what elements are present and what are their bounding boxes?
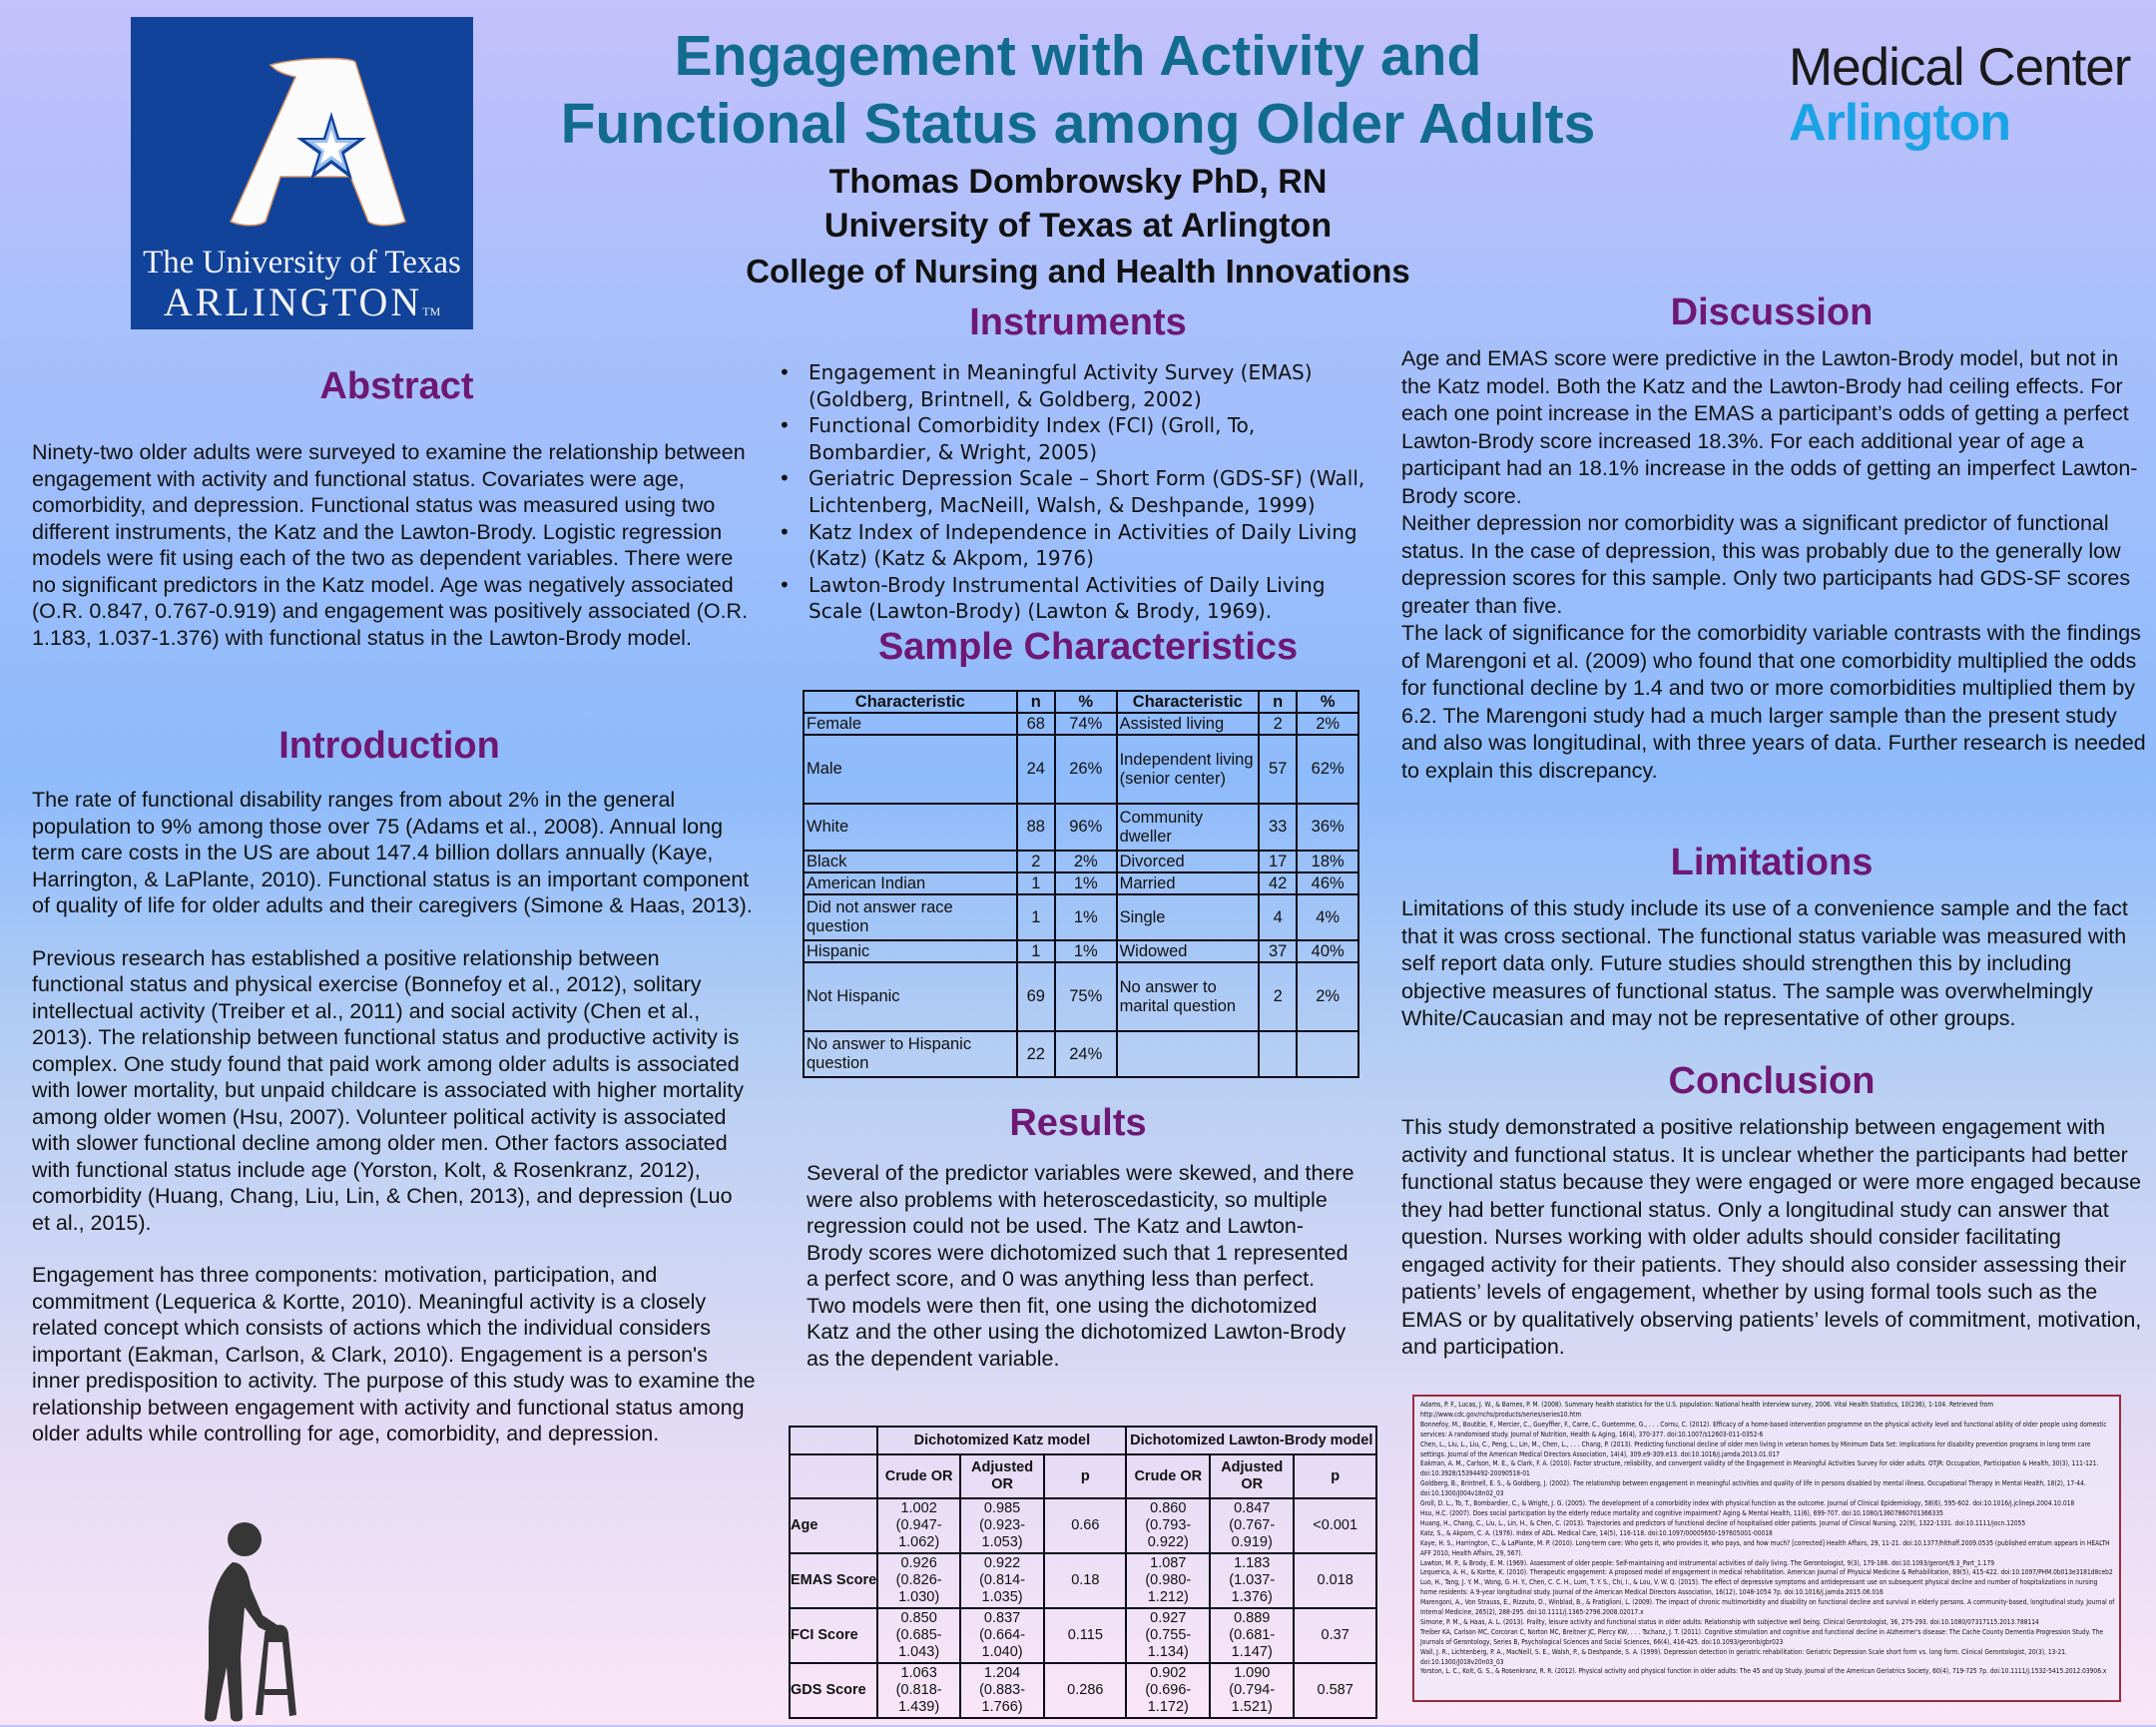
cell bbox=[1117, 1031, 1259, 1077]
row-label: Age bbox=[790, 1498, 877, 1553]
cell: Hispanic bbox=[804, 940, 1017, 962]
cell: 4 bbox=[1259, 894, 1297, 940]
cell: Not Hispanic bbox=[804, 962, 1017, 1031]
cell: 1% bbox=[1055, 894, 1117, 940]
table-group-header-row bbox=[790, 1427, 1376, 1454]
cell: 1.063 (0.818-1.439) bbox=[877, 1663, 960, 1718]
column-header: p bbox=[1044, 1454, 1126, 1498]
column-header: n bbox=[1017, 691, 1055, 713]
group-header: Dichotomized Lawton-Brody model bbox=[1126, 1427, 1376, 1454]
cell: 1.090 (0.794-1.521) bbox=[1210, 1663, 1294, 1718]
cell: 42 bbox=[1259, 872, 1297, 894]
reference-item: Marengoni, A., Von Strauss, E., Rizzuto, D., Winblad, B., & Fratiglioni, L. (2009). The impact of chronic multimorbidity and disability on functional decline and survival in elderly persons. A community-based, longitudinal study. Journal of Internal Medicine, 265(2), 288-295. doi:10.1111/j.1365-2796.2008.02017.x bbox=[1420, 1598, 2115, 1617]
cell: 0.587 bbox=[1294, 1663, 1376, 1718]
limitations-heading: Limitations bbox=[1670, 842, 1874, 883]
intro-paragraph: The rate of functional disability ranges from about 2% in the general population to 9% among those over 75 (Adams et al., 2008). Annual long term care costs in the US are about 147.4 billion dollars annually (Kaye, Harrington, & LaPlante, 2010). Functional status is an important component of quality of life for older adults and their caregivers (Simone & Haas, 2013). bbox=[32, 788, 753, 917]
cell: 1.002 (0.947-1.062) bbox=[877, 1498, 960, 1553]
table-row bbox=[804, 962, 1358, 1031]
poster-title bbox=[469, 22, 1687, 158]
cell: 1.183 (1.037-1.376) bbox=[1210, 1553, 1294, 1608]
cell: 4% bbox=[1297, 894, 1358, 940]
uta-logo bbox=[131, 17, 473, 329]
cell: No answer to Hispanic question bbox=[804, 1031, 1017, 1077]
instruments-list bbox=[775, 359, 1373, 625]
reference-item: Treiber KA, Carlson MC, Corcoran C, Norton MC, Breitner JC, Piercy KW, . . . Tschanz, J. T. (2011). Cognitive stimulation and cognitive and functional decline in Alzheimer's disease: The Cache County Dementia Progression Study. The Journals of Gerontology, Series B, Psychological Sciences and Social Sciences, 66(4), 416-425. doi:10.1093/geronb/gbr023 bbox=[1420, 1627, 2104, 1646]
table-header-row bbox=[804, 691, 1358, 713]
cell: 0.889 (0.681-1.147) bbox=[1210, 1608, 1294, 1663]
discussion-paragraph: Neither depression nor comorbidity was a significant predictor of functional status. In the case of depression, this was probably due to the generally low depression scores for this sample. Only two participants had GDS-SF scores greater than five. bbox=[1401, 511, 2131, 618]
cell: 2% bbox=[1297, 962, 1358, 1031]
cell: 0.926 (0.826-1.030) bbox=[877, 1553, 960, 1608]
cell: 0.847 (0.767-0.919) bbox=[1210, 1498, 1294, 1553]
cell: 46% bbox=[1297, 872, 1358, 894]
cell: 2% bbox=[1297, 713, 1358, 735]
cell: 0.18 bbox=[1044, 1553, 1126, 1608]
reference-item: Simone, P. M., & Haas, A. L. (2013). Frailty, leisure activity and functional status in older adults: Relationship with subjective well being. Clinical Gerontologist, 36, 275-293. doi:10.1080/07317115.2013.788114 bbox=[1420, 1617, 2039, 1626]
introduction-text bbox=[32, 787, 756, 1447]
column-header: % bbox=[1297, 691, 1358, 713]
column-header: p bbox=[1294, 1454, 1376, 1498]
title-line-1: Engagement with Activity and bbox=[674, 24, 1482, 88]
discussion-paragraph: Age and EMAS score were predictive in the Lawton-Brody model, but not in the Katz model. Both the Katz and the Lawton-Brody had ceiling effects. For each one point increase in the EMAS a participant’s odds of getting a perfect Lawton-Brody score increased 18.3%. For each additional year of age a participant had an 18.1% increase in the odds of getting an imperfect Lawton-Brody score. bbox=[1401, 346, 2138, 508]
column-header: Crude OR bbox=[1126, 1454, 1210, 1498]
cell: 1 bbox=[1017, 894, 1055, 940]
cell: 0.115 bbox=[1044, 1608, 1126, 1663]
reference-item: Kaye, H. S., Harrington, C., & LaPlante, M. P. (2010). Long-term care: Who gets it, who provides it, who pays, and how much? [corrected] Health Affairs, 29, 11-21. doi:10.1377/hlthaff.2009.0535 (published erratum appears in HEALTH AFF 2010, Health Affairs, 29, 567). bbox=[1420, 1538, 2110, 1557]
sample-characteristics-table bbox=[803, 690, 1359, 1078]
cell: 17 bbox=[1259, 851, 1297, 872]
cell: White bbox=[804, 804, 1017, 851]
results-heading: Results bbox=[1009, 1102, 1147, 1144]
introduction-heading: Introduction bbox=[278, 725, 500, 767]
results-text: Several of the predictor variables were skewed, and there were also problems with heteroscedasticity, so multiple regression could not be used. The Katz and Lawton-Brody scores were dichotomized such that 1 represented a perfect score, and 0 was anything less than perfect. Two models were then fit, one using the dichotomized Katz and the other using the dichotomized Lawton-Brody as the dependent variable. bbox=[807, 1161, 1354, 1371]
empty-header bbox=[790, 1427, 877, 1454]
cell: Did not answer race question bbox=[804, 894, 1017, 940]
cell: 88 bbox=[1017, 804, 1055, 851]
cell: 69 bbox=[1017, 962, 1055, 1031]
cell: 26% bbox=[1055, 735, 1117, 804]
uta-logo-line2: ARLINGTONTM bbox=[163, 280, 441, 324]
table-row bbox=[790, 1663, 1376, 1718]
column-header: Characteristic bbox=[804, 691, 1017, 713]
cell: 1.087 (0.980-1.212) bbox=[1126, 1553, 1210, 1608]
instrument-item: • Lawton-Brody Instrumental Activities of Daily Living Scale (Lawton-Brody) (Lawton & Brody, 1969). bbox=[808, 572, 1373, 625]
cell: 22 bbox=[1017, 1031, 1055, 1077]
reference-item: Lequerica, A. H., & Kortte, K. (2010). Therapeutic engagement: A proposed model of engagement in medical rehabilitation. American Journal of Physical Medicine & Rehabilitation, 89(5), 415-422. doi:10.1097/PHM.0b013e3181d8ceb2 bbox=[1420, 1568, 2113, 1577]
table-row bbox=[804, 851, 1358, 872]
empty-header bbox=[790, 1454, 877, 1498]
cell: 57 bbox=[1259, 735, 1297, 804]
reference-item: Yorston, L. C., Kolt, G. S., & Rosenkranz, R. R. (2012). Physical activity and physical function in older adults: The 45 and Up Study. Journal of the American Geriatrics Society, 60(4), 719-725 7p. doi:10.1111/j.1532-5415.2012.03906.x bbox=[1420, 1667, 2107, 1676]
abstract-heading: Abstract bbox=[319, 365, 474, 407]
abstract-text: Ninety-two older adults were surveyed to examine the relationship between engagement with activity and functional status. Covariates were age, comorbidity, and depression. Functional status was measured using two different instruments, the Katz and the Lawton-Brody. Logistic regression models were fit using each of the two as dependent variables. There were no significant predictors in the Katz model. Age was negatively associated (O.R. 0.847, 0.767-0.919) and engagement was positively associated (O.R. 1.183, 1.037-1.376) with functional status in the Lawton-Brody model. bbox=[32, 440, 749, 650]
cell: American Indian bbox=[804, 872, 1017, 894]
cell: 2 bbox=[1259, 713, 1297, 735]
cell: Married bbox=[1117, 872, 1259, 894]
mc-logo-line1: Medical Center bbox=[1789, 38, 2131, 97]
table-row bbox=[790, 1498, 1376, 1553]
table-row bbox=[804, 804, 1358, 851]
cell: 0.860 (0.793-0.922) bbox=[1126, 1498, 1210, 1553]
cell: 74% bbox=[1055, 713, 1117, 735]
reference-item: Wall, J. R., Lichtenberg, P. A., MacNeill, S. E., Walsh, P., & Deshpande, S. A. (1999). Depression detection in geriatric rehabilitation: Geriatric Depression Scale short form vs. long form. Clinical Gerontologist, 20(3), 13-21. doi:10.1300/J018v20n03_03 bbox=[1420, 1647, 2067, 1666]
cell: <0.001 bbox=[1294, 1498, 1376, 1553]
intro-paragraph: Engagement has three components: motivation, participation, and commitment (Lequerica & Kortte, 2010). Meaningful activity is a closely related concept which consists of actions which the individual considers important (Eakman, Carlson, & Clark, 2010). Engagement is a person's inner predisposition to activity. The purpose of this study was to examine the relationship between engagement with activity and functional status among older adults while controlling for age, comorbidity, and depression. bbox=[32, 1263, 756, 1445]
row-label: GDS Score bbox=[790, 1663, 877, 1718]
cell: 0.286 bbox=[1044, 1663, 1126, 1718]
regression-results-table bbox=[789, 1426, 1377, 1719]
row-label: EMAS Score bbox=[790, 1553, 877, 1608]
cell: 0.850 (0.685-1.043) bbox=[877, 1608, 960, 1663]
reference-item: Chen, L., Liu, L., Liu, C., Peng, L., Lin, M., Chen, L., . . . Chang, P. (2013). Predicting functional decline of older men living in veteran homes by Minimum Data Set: Implications for disability prevention programs in long term care settings. Journal of the American Medical Directors Association, 14(4), 309.e9-309.e13. doi:10.1016/j.jamda.2013.01.017 bbox=[1420, 1439, 2091, 1458]
references-box[interactable] bbox=[1412, 1395, 2121, 1702]
reference-item: Eakman, A. M., Carlson, M. E., & Clark, F. A. (2010). Factor structure, reliability, and convergent validity of the Engagement in Meaningful Activities Survey for older adults. OTJR: Occupation, Participation & Health, 30(3), 111-121. doi:10.3928/15394492-20090518-01 bbox=[1420, 1459, 2099, 1478]
cell: 24% bbox=[1055, 1031, 1117, 1077]
medical-center-logo bbox=[1789, 40, 2130, 150]
cell: 24 bbox=[1017, 735, 1055, 804]
cell: 2 bbox=[1017, 851, 1055, 872]
cell: 1% bbox=[1055, 940, 1117, 962]
cell: 0.37 bbox=[1294, 1608, 1376, 1663]
discussion-paragraph: The lack of significance for the comorbidity variable contrasts with the findings of Marengoni et al. (2009) who found that one comorbidity multiplied the odds for functional decline by 1.4 and two or more comorbidities multiplied them by 6.2. The Marengoni study had a much larger sample than the present study and also was longitudinal, with three years of data. Further research is needed to explain this discrepancy. bbox=[1401, 621, 2146, 783]
sample-heading: Sample Characteristics bbox=[877, 626, 1299, 668]
cell: 96% bbox=[1055, 804, 1117, 851]
column-header: n bbox=[1259, 691, 1297, 713]
conclusion-text: This study demonstrated a positive relationship between engagement with activity and functional status. It is unclear whether the participants had better functional status because they were engaged or were more engaged because they had better functional status. Only a longitudinal study can answer that question. Nurses working with older adults should consider facilitating engaged activity for their patients. They should also consider assessing their patients’ levels of engagement, whether by using formal tools such as the EMAS or by qualitatively observing patients’ levels of commitment, motivation, and participation. bbox=[1401, 1115, 2142, 1359]
table-sub-header-row bbox=[790, 1454, 1376, 1498]
cell: 75% bbox=[1055, 962, 1117, 1031]
row-label: FCI Score bbox=[790, 1608, 877, 1663]
cell: No answer to marital question bbox=[1117, 962, 1259, 1031]
cell: Single bbox=[1117, 894, 1259, 940]
author-name: Thomas Dombrowsky PhD, RN bbox=[828, 163, 1328, 201]
cell: 1 bbox=[1017, 940, 1055, 962]
cell: Assisted living bbox=[1117, 713, 1259, 735]
instruments-heading: Instruments bbox=[969, 301, 1187, 343]
cell bbox=[1259, 1031, 1297, 1077]
cell: Male bbox=[804, 735, 1017, 804]
reference-item: Hsu, H.C. (2007). Does social participation by the elderly reduce mortality and cognitive impairment? Aging & Mental Health, 11(6), 699-707. doi:10.1080/13607860701366335 bbox=[1420, 1508, 1943, 1517]
cell: Black bbox=[804, 851, 1017, 872]
cell: 62% bbox=[1297, 735, 1358, 804]
cell: 0.018 bbox=[1294, 1553, 1376, 1608]
column-header: Crude OR bbox=[877, 1454, 960, 1498]
instrument-item: • Engagement in Meaningful Activity Survey (EMAS) (Goldberg, Brintnell, & Goldberg, 2002) bbox=[808, 359, 1373, 412]
reference-item: Bonnefoy, M., Boutitie, F., Mercier, C., Gueyffier, F., Carre, C., Guetemme, G., . . . Cornu, C. (2012). Efficacy of a home-based intervention programme on the physical activity level and functional ability of older people using domestic services: A randomised study. Journal of Nutrition, Health & Aging, 16(4), 370-377. doi:10.1007/s12603-011-0352-6 bbox=[1420, 1420, 2107, 1439]
limitations-text: Limitations of this study include its use of a convenience sample and the fact that it was cross sectional. The functional status variable was measured with self report data only. Future studies should strengthen this by including objective measures of functional status. The sample was overwhelmingly White/Caucasian and may not be representative of other groups. bbox=[1401, 896, 2128, 1030]
cell: 1.204 (0.883-1.766) bbox=[960, 1663, 1044, 1718]
college: College of Nursing and Health Innovations bbox=[746, 253, 1410, 289]
cell: 0.837 (0.664-1.040) bbox=[960, 1608, 1044, 1663]
column-header: Adjusted OR bbox=[960, 1454, 1044, 1498]
elderly-walker-icon bbox=[165, 1517, 324, 1727]
table-row bbox=[790, 1608, 1376, 1663]
cell: 37 bbox=[1259, 940, 1297, 962]
group-header: Dichotomized Katz model bbox=[877, 1427, 1126, 1454]
affiliation: University of Texas at Arlington bbox=[823, 207, 1333, 245]
cell: 0.985 (0.923-1.053) bbox=[960, 1498, 1044, 1553]
instrument-item: • Geriatric Depression Scale – Short Form (GDS-SF) (Wall, Lichtenberg, MacNeill, Walsh, & Deshpande, 1999) bbox=[808, 465, 1373, 518]
cell: 0.902 (0.696-1.172) bbox=[1126, 1663, 1210, 1718]
title-line-2: Functional Status among Older Adults bbox=[560, 92, 1596, 156]
cell: 40% bbox=[1297, 940, 1358, 962]
reference-item: Groll, D. L., To, T., Bombardier, C., & Wright, J. G. (2005). The development of a comorbidity index with physical function as the outcome. Journal of Clinical Epidemiology, 58(6), 595-602. doi:10.1016/j.jclinepi.2004.10.018 bbox=[1420, 1499, 2075, 1508]
cell: 68 bbox=[1017, 713, 1055, 735]
cell: 2% bbox=[1055, 851, 1117, 872]
cell: Independent living (senior center) bbox=[1117, 735, 1259, 804]
cell: Divorced bbox=[1117, 851, 1259, 872]
cell: 36% bbox=[1297, 804, 1358, 851]
table-row bbox=[804, 894, 1358, 940]
cell: Widowed bbox=[1117, 940, 1259, 962]
discussion-text bbox=[1401, 345, 2150, 785]
table-row bbox=[804, 1031, 1358, 1077]
cell: 0.922 (0.814-1.035) bbox=[960, 1553, 1044, 1608]
cell: Community dweller bbox=[1117, 804, 1259, 851]
table-row bbox=[804, 713, 1358, 735]
reference-item: Goldberg, B., Brintnell, E. S., & Goldberg, J. (2002). The relationship between engagement in meaningful activities and quality of life in persons disabled by mental illness. Occupational Therapy in Mental Health, 18(2), 17-44. doi:10.1300/J004v18n02_03 bbox=[1420, 1479, 2086, 1498]
cell: Female bbox=[804, 713, 1017, 735]
uta-a-star-icon bbox=[131, 17, 473, 247]
column-header: Adjusted OR bbox=[1210, 1454, 1294, 1498]
instrument-item: • Functional Comorbidity Index (FCI) (Groll, To, Bombardier, & Wright, 2005) bbox=[808, 412, 1373, 465]
cell: 2 bbox=[1259, 962, 1297, 1031]
column-header: Characteristic bbox=[1117, 691, 1259, 713]
table-row bbox=[804, 735, 1358, 804]
cell: 33 bbox=[1259, 804, 1297, 851]
reference-item: Luo, H., Tang, J. Y. M., Wong, G. H. Y., Chen, C. C. H., Lum, T. Y. S., Chi, I., & Lou, V. W. Q. (2015). The effect of depressive symptoms and antidepressant use on subsequent physical decline and number of hospitalizations in nursing home residents: A 9-year longitudinal study. Journal of the American Medical Directors Association, 16(12), 1048-1054 7p. doi:10.1016/j.jamda.2015.06.016 bbox=[1420, 1578, 2098, 1597]
instrument-item: • Katz Index of Independence in Activities of Daily Living (Katz) (Katz & Akpom, 1976) bbox=[808, 519, 1373, 572]
table-row bbox=[790, 1553, 1376, 1608]
cell: 1 bbox=[1017, 872, 1055, 894]
table-row bbox=[804, 940, 1358, 962]
cell bbox=[1297, 1031, 1358, 1077]
cell: 0.66 bbox=[1044, 1498, 1126, 1553]
uta-logo-line1: The University of Texas bbox=[143, 245, 461, 281]
conclusion-heading: Conclusion bbox=[1668, 1060, 1876, 1102]
reference-item: Adams, P. F., Lucas, J. W., & Barnes, P. M. (2008). Summary health statistics for the U.S. population: National health interview survey, 2006. Vital Health Statistics, 10(236), 1-104. Retrieved from http://www.cdc.gov/nchs/products/series/series10.htm bbox=[1420, 1401, 1994, 1419]
mc-logo-line2: Arlington bbox=[1789, 94, 2011, 152]
reference-item: Huang, H., Chang, C., Liu, L., Lin, H., & Chen, C. (2013). Trajectories and predictors of functional decline of hospitalised older patients. Journal of Clinical Nursing, 22(9), 1322-1331. doi:10.1111/jocn.12055 bbox=[1420, 1518, 2026, 1527]
reference-item: Katz, S., & Akpom, C. A. (1976). Index of ADL. Medical Care, 14(5), 116-118. doi:10.1097/00005650-197605001-00018 bbox=[1420, 1528, 1773, 1537]
column-header: % bbox=[1055, 691, 1117, 713]
cell: 0.927 (0.755-1.134) bbox=[1126, 1608, 1210, 1663]
table-row bbox=[804, 872, 1358, 894]
cell: 18% bbox=[1297, 851, 1358, 872]
discussion-heading: Discussion bbox=[1670, 291, 1874, 333]
cell: 1% bbox=[1055, 872, 1117, 894]
reference-item: Lawton, M. P., & Brody, E. M. (1969). Assessment of older people: Self-maintaining and instrumental activities of daily living. The Gerontologist, 9(3), 179-186. doi:10.1093/geront/9.3_Part_1.179 bbox=[1420, 1558, 1995, 1567]
intro-paragraph: Previous research has established a positive relationship between functional status and physical exercise (Bonnefoy et al., 2012), solitary intellectual activity (Treiber et al., 2011) and social activity (Chen et al., 2013). The relationship between functional status and productive activity is complex. One study found that paid work among older adults is associated with lower mortality, but unpaid childcare is associated with higher mortality among older women (Hsu, 2007). Volunteer political activity is associated with slower functional decline among older men. Other factors associated with functional status include age (Yorston, Kolt, & Rosenkranz, 2012), comorbidity (Huang, Chang, Liu, Lin, & Chen, 2013), and depression (Luo et al., 2015). bbox=[32, 945, 744, 1235]
